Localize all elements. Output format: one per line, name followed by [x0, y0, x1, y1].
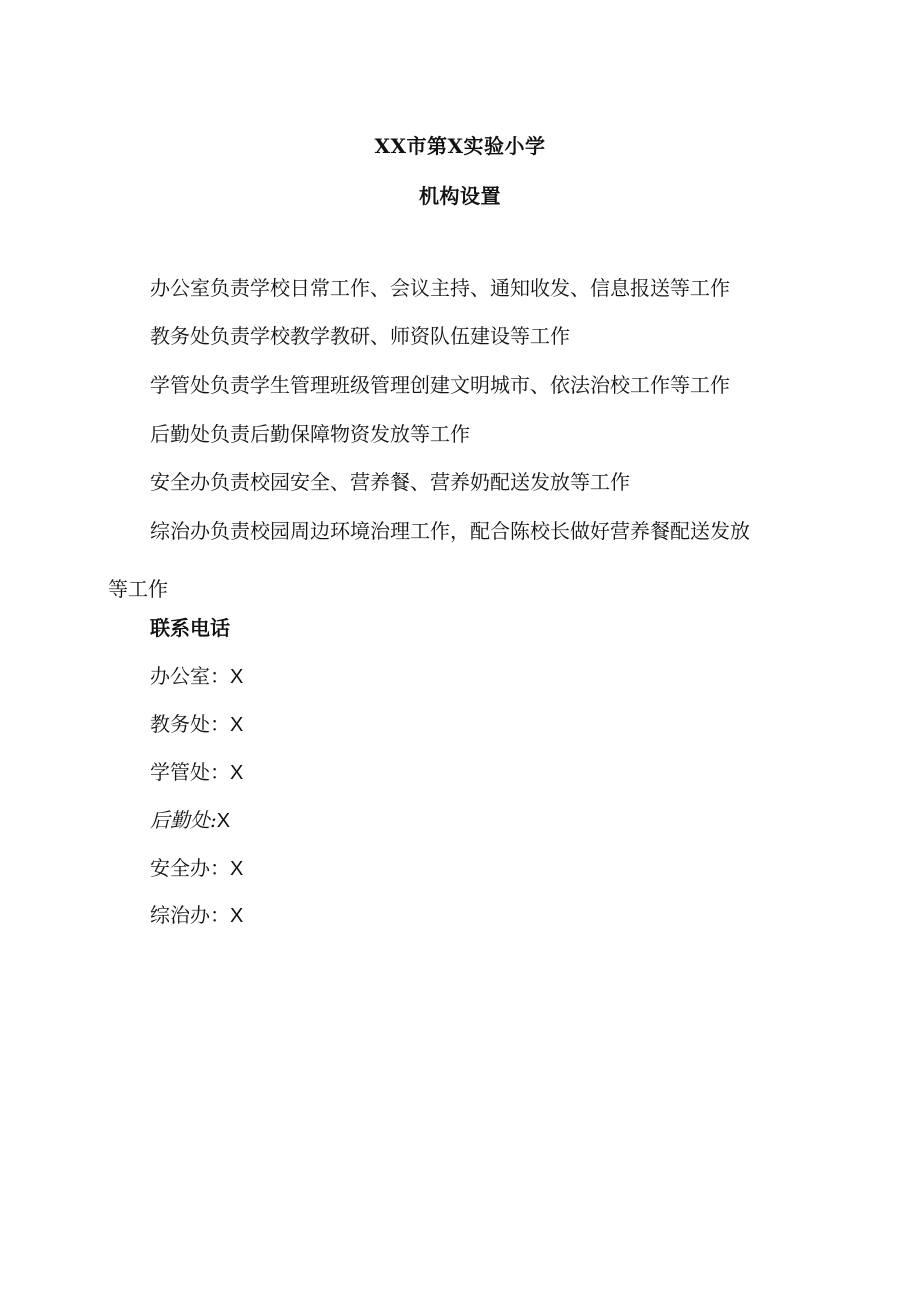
duty-line-2: 等工作 [108, 577, 168, 601]
duty-paragraph-academic: 教务处负责学校教学教研、师资队伍建设等工作 [150, 324, 570, 348]
contact-value: X [230, 666, 244, 688]
contact-row-office [150, 664, 243, 689]
contact-value: X [230, 714, 244, 736]
contact-label: 安全办： [150, 856, 230, 880]
duty-paragraph-logistics: 后勤处负责后勤保障物资发放等工作 [150, 422, 470, 446]
contact-value: X [216, 810, 231, 832]
document-title: XX市第X实验小学 [374, 134, 546, 158]
contact-label: 学管处： [150, 760, 230, 784]
contact-row-comprehensive [150, 903, 243, 928]
contact-label: 后勤处: [150, 808, 217, 832]
contact-label: 综治办： [150, 903, 230, 927]
duty-paragraph-comprehensive [108, 519, 808, 601]
contact-label: 教务处： [150, 712, 230, 736]
contact-label: 办公室： [150, 664, 230, 688]
duty-paragraph-office: 办公室负责学校日常工作、会议主持、通知收发、信息报送等工作 [150, 276, 730, 300]
contact-row-student [150, 760, 243, 785]
contact-value: X [230, 858, 244, 880]
contact-row-safety [150, 856, 243, 881]
contact-value: X [230, 762, 244, 784]
contact-heading: 联系电话 [150, 616, 230, 640]
contact-row-logistics [150, 808, 230, 833]
contact-value: X [230, 905, 244, 927]
duty-line-1: 综治办负责校园周边环境治理工作，配合陈校长做好营养餐配送发放 [150, 519, 750, 543]
duty-paragraph-student: 学管处负责学生管理班级管理创建文明城市、依法治校工作等工作 [150, 373, 730, 397]
duty-paragraph-safety: 安全办负责校园安全、营养餐、营养奶配送发放等工作 [150, 470, 630, 494]
document-subtitle: 机构设置 [419, 184, 501, 208]
contact-row-academic [150, 712, 243, 737]
